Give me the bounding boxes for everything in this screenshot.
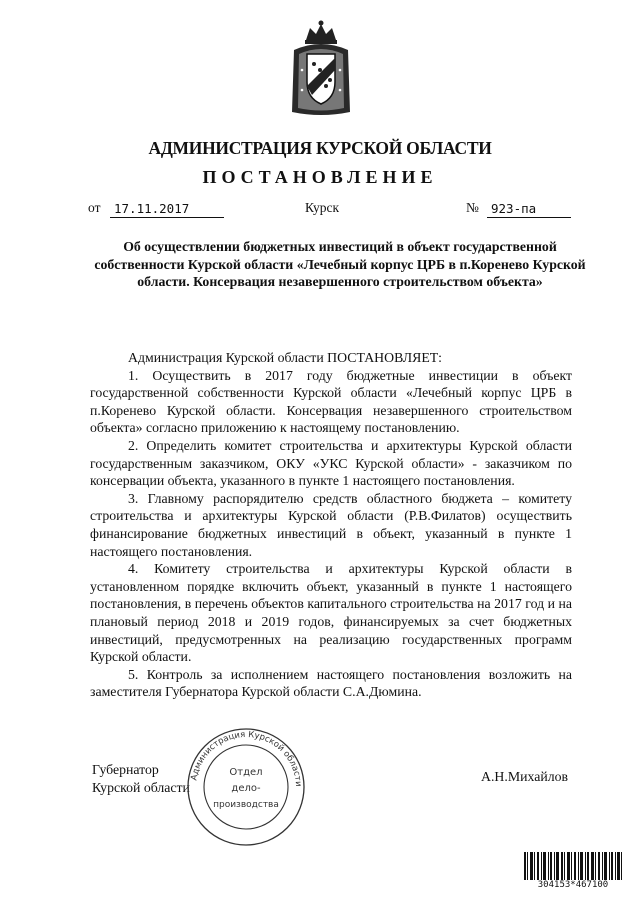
document-subject: Об осуществлении бюджетных инвестиций в объект государственной собственности Курской области «Лечебный корпус ЦРБ в п.Коренево Курской области. Консервация незавершенного строительством объекта» (94, 239, 586, 289)
body-intro: Администрация Курской области ПОСТАНОВЛЯЕТ: (128, 350, 443, 365)
body-item-2: 2. Определить комитет строительства и архитектуры Курской области государственным заказчиком, ОКУ «УКС Курской области» - заказчиком по консервации объекта, указанного в пункте 1 настоящего постановления. (90, 437, 572, 489)
body-item-1: 1. Осуществить в 2017 году бюджетные инвестиции в объект государственной собственности Курской области «Лечебный корпус ЦРБ в п.Коренево Курской области. Консервация незавершенного строительством объекта» согласно приложению к настоящему постановлению. (90, 367, 572, 436)
body-item-3: 3. Главному распорядителю средств областного бюджета – комитету строительства и архитектуры Курской области (Р.В.Филатов) осуществить финансирование бюджетных инвестиций в объект, указанный в пункте 1 настоящего постановления. (90, 490, 572, 559)
document-number: 923-па (487, 200, 571, 218)
signatory-name: А.Н.Михайлов (481, 769, 568, 784)
stamp-line3: производства (213, 800, 279, 810)
barcode-number: 304153*467100 (523, 880, 623, 890)
svg-text:Администрация Курской области (189, 730, 303, 787)
document-body (90, 349, 572, 701)
stamp-line2: дело- (231, 783, 261, 794)
organization-title: АДМИНИСТРАЦИЯ КУРСКОЙ ОБЛАСТИ (148, 138, 492, 158)
document-city: Курск (305, 200, 340, 215)
document-date: 17.11.2017 (110, 200, 224, 218)
body-item-5: 5. Контроль за исполнением настоящего постановления возложить на заместителя Губернатора Курской области С.А.Дюмина. (90, 666, 572, 700)
signatory-title (92, 761, 190, 796)
document-type-title: ПОСТАНОВЛЕНИЕ (202, 167, 438, 187)
signatory-title-line1: Губернатор (92, 762, 159, 777)
date-prefix-label: от (88, 200, 101, 215)
signatory-title-line2: Курской области (92, 779, 190, 795)
stamp-ring-text: Администрация Курской области (189, 729, 304, 787)
document-number-label: № (466, 200, 479, 215)
stamp-line1: Отдел (229, 767, 263, 778)
body-item-4: 4. Комитету строительства и архитектуры Курской области в установленном порядке включить объект, указанный в пункте 1 настоящего постановления, в перечень объектов капитального строительства на 2017 год и на плановый период 2018 и 2019 годов, финансируемых за счет бюджетных инвестиций, предусмотренных на реализацию государственных программ Курской области. (90, 561, 572, 665)
coat-of-arms-icon (290, 20, 352, 116)
office-stamp (184, 725, 308, 849)
